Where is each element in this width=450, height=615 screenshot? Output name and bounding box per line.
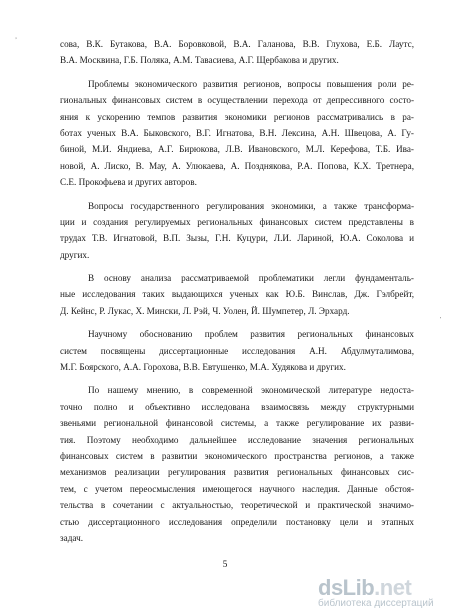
paragraph-line: других. <box>60 249 90 260</box>
paragraph-gap <box>60 263 414 270</box>
paragraph-line: В.А. Москвина, Г.Б. Поляка, А.М. Тавасиева, А.Г. Щербакова и других. <box>60 55 339 66</box>
watermark <box>318 575 442 609</box>
paragraph-line: биной, М.И. Яндиева, А.Г. Бирюкова, Л.В. Ивановского, М.Л. Керефова, Т.Б. Ива- <box>60 144 414 155</box>
paragraph-line: тем, с учетом переосмысления имеющегося научного наследия. Данные обстоя- <box>60 483 414 494</box>
paragraph-gap <box>60 191 414 198</box>
paragraph-line: новой, А. Лиско, В. Мау, А. Улюкаева, А. Позднякова, Р.А. Попова, К.Х. Третнера, <box>60 160 414 171</box>
paragraph-line: Д. Кейнс, Р. Лукас, Х. Мински, Л. Рэй, Ч. Уолен, Й. Шумпетер, Л. Эрхард. <box>60 305 350 316</box>
paragraph-line: Вопросы государственного регулирования экономики, а также трансформа- <box>88 200 414 211</box>
corner-mark: ‚ <box>15 34 17 40</box>
paragraph-line: систем посвящены диссертационные исследования А.Н. Абдулмуталимова, <box>60 345 414 356</box>
paragraph-line: Научному обоснованию проблем развития региональных финансовых <box>88 329 414 340</box>
paragraph-line: механизмов реализации регулирования развития региональных финансовых сис- <box>60 467 414 478</box>
paragraph-line: ботах ученых В.А. Быковского, В.Г. Игнатова, В.Н. Лексина, А.Н. Швецова, А. Гу- <box>60 127 414 138</box>
paragraph-gap <box>60 69 414 76</box>
paragraph-line: М.Г. Боярского, А.А. Горохова, В.В. Евтушенко, М.А. Худякова и других. <box>60 362 346 373</box>
paragraph-gap <box>60 375 414 382</box>
paragraph-line: задач. <box>60 532 84 543</box>
paragraph-line: стью диссертационного исследования определили постановку цели и этапных <box>60 516 414 527</box>
paragraph-line: точно полно и объективно исследована взаимосвязь между структурными <box>60 401 414 412</box>
paragraph-line: сова, В.К. Бутакова, В.А. Боровковой, В.А. Галанова, В.В. Глухова, Е.Б. Лаутс, <box>60 39 414 49</box>
paragraph-line: ции и создания регулируемых региональных финансовых систем представлены в <box>60 216 414 227</box>
paragraph-line: яния к ускорению темпов развития экономики регионов рассматривались в ра- <box>60 111 414 122</box>
paragraph-line: С.Е. Прокофьева и других авторов. <box>60 177 197 188</box>
margin-mark: ' <box>440 317 442 323</box>
paragraph-line: тия. Поэтому необходимо дальнейшее исследование значения региональных <box>60 434 414 445</box>
paragraph-line: финансовых систем в развитии экономического пространства регионов, а также <box>60 450 414 461</box>
paragraph-line: В основу анализа рассматриваемой проблематики легли фундаменталь- <box>88 273 414 284</box>
paragraph-gap <box>60 319 414 326</box>
watermark-subtitle: библиотека диссертаций <box>318 598 434 609</box>
paragraph-line: трудах Т.В. Игнатовой, В.П. Зызы, Г.Н. Куцури, Л.И. Лариной, Ю.А. Соколова и <box>60 233 414 244</box>
paragraph-line: ные исследования таких выдающихся ученых как Ю.Б. Винслав, Дж. Гэлбрейт, <box>60 289 414 300</box>
paragraph-line: По нашему мнению, в современной экономической литературе недоста- <box>88 385 414 396</box>
page-number: 5 <box>222 560 228 570</box>
paragraph-line: тельства в сочетании с актуальностью, теоретической и практической значимо- <box>60 500 414 511</box>
paragraph-line: Проблемы экономического развития регионов, вопросы повышения роли ре- <box>88 78 414 89</box>
paragraph-line: звеньями региональной финансовой системы, а также регулирование их разви- <box>60 418 414 429</box>
paragraph-line: гиональных финансовых систем в осуществлении перехода от депрессивного состо- <box>60 95 414 106</box>
watermark-logo: dsLib.net <box>318 575 412 600</box>
body-text <box>60 36 414 546</box>
